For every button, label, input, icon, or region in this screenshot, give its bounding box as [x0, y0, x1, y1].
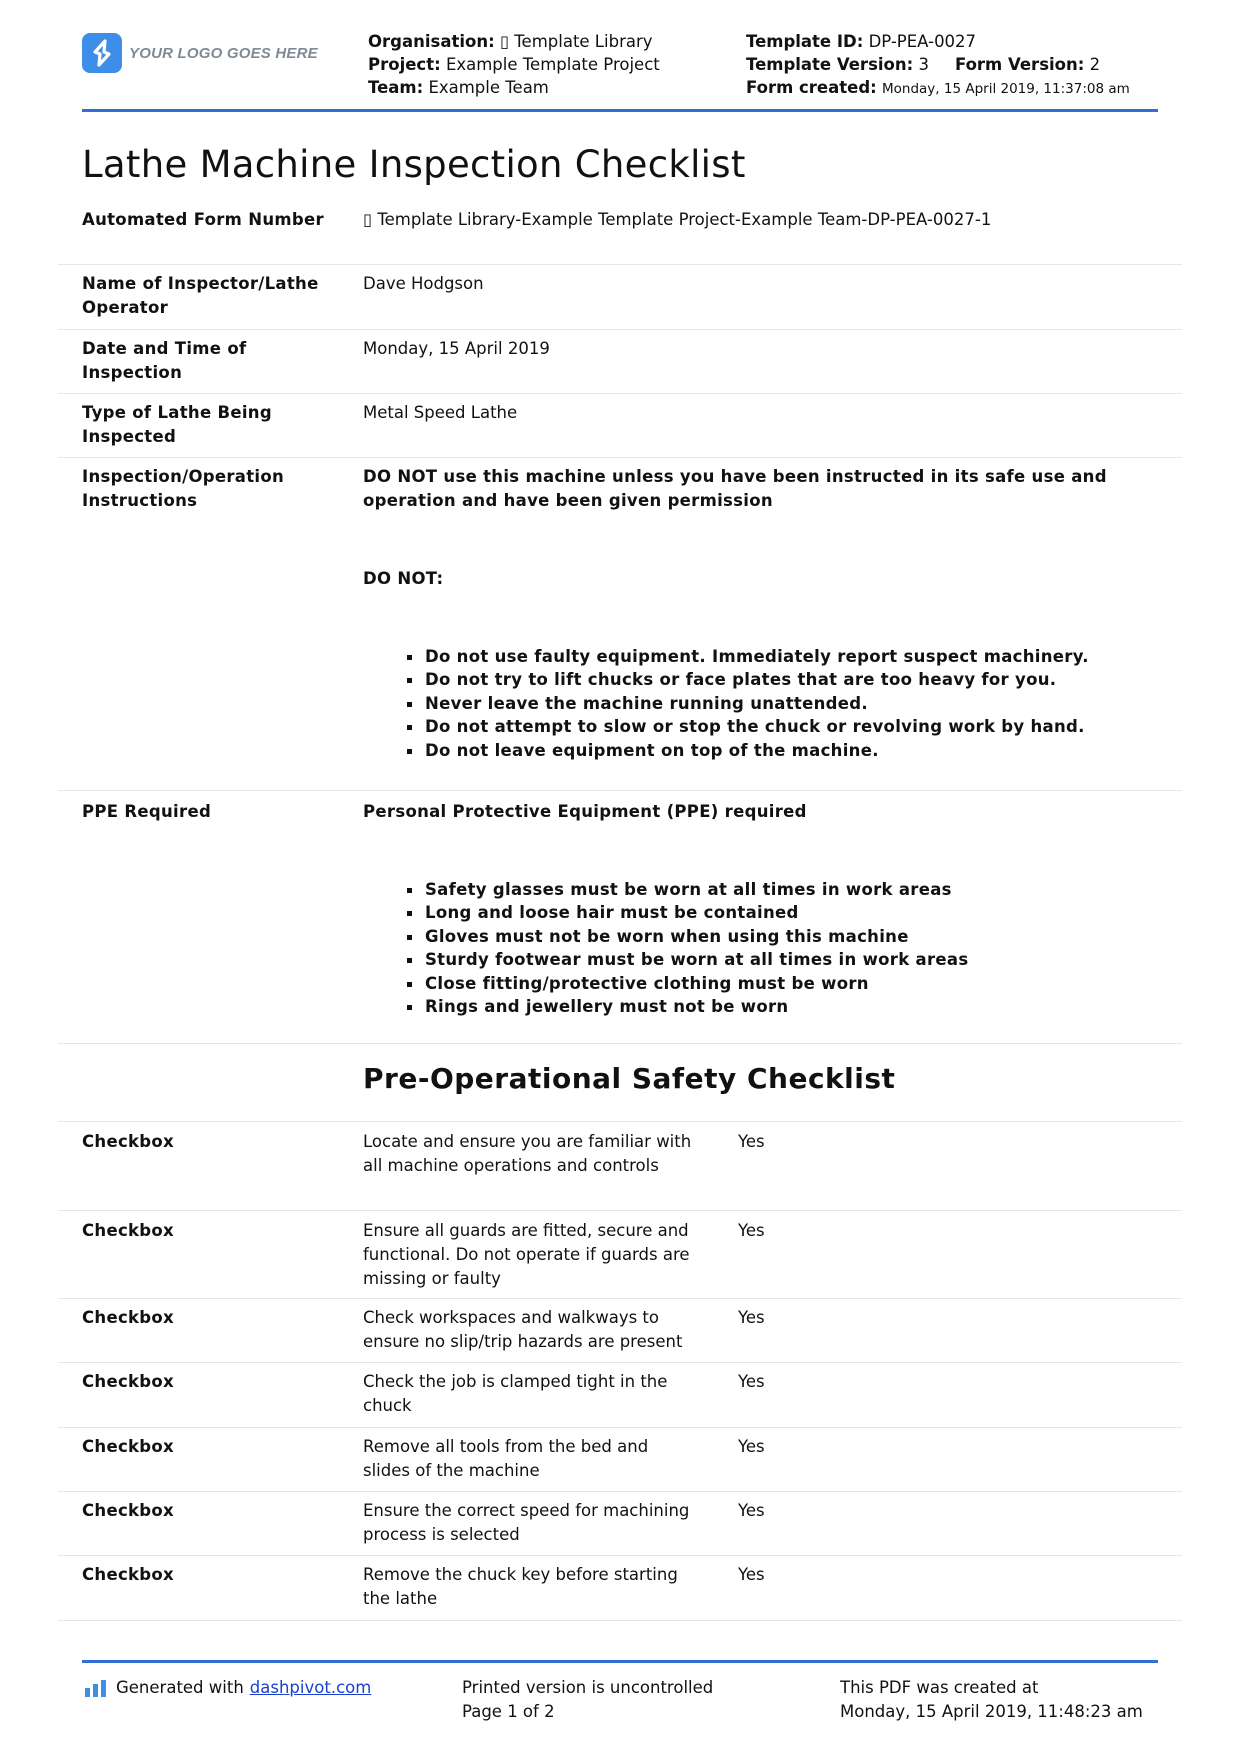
list-item: Long and loose hair must be contained: [403, 901, 1163, 924]
list-item: Do not use faulty equipment. Immediately report suspect machinery.: [403, 645, 1163, 668]
field-row-lathe-type: [58, 401, 1182, 458]
field-row-ppe: [58, 800, 1182, 1044]
checklist-desc: Ensure the correct speed for machining process is selected: [363, 1501, 690, 1544]
list-item: Safety glasses must be worn at all times in work areas: [403, 878, 1163, 901]
bar-chart-icon: [84, 1679, 108, 1697]
checklist-row: [58, 1370, 1182, 1428]
pdf-created-time: Monday, 15 April 2019, 11:48:23 am: [840, 1702, 1143, 1721]
field-row-inspector: [58, 272, 1182, 330]
checklist-answer: Yes: [738, 1132, 765, 1151]
checklist-answer: Yes: [738, 1437, 765, 1456]
list-item: Sturdy footwear must be worn at all times in work areas: [403, 948, 1163, 971]
field-row-form-number: [58, 208, 1182, 265]
checklist-label: Checkbox: [82, 1501, 174, 1520]
section-title: Pre-Operational Safety Checklist: [363, 1062, 896, 1095]
instructions-list: [403, 645, 1163, 762]
logo-icon: [82, 33, 122, 73]
template-version-value: 3: [918, 55, 929, 74]
checklist-desc: Remove all tools from the bed and slides of the machine: [363, 1437, 649, 1480]
instructions-content: [363, 465, 1163, 762]
field-label: Name of Inspector/Lathe Operator: [82, 274, 319, 317]
team-value: Example Team: [428, 78, 549, 97]
checklist-row: [58, 1499, 1182, 1556]
field-label: Automated Form Number: [82, 210, 324, 229]
field-value: ▯ Template Library-Example Template Project-Example Team-DP-PEA-0027-1: [363, 210, 992, 229]
field-value: Monday, 15 April 2019: [363, 339, 550, 358]
field-label: Type of Lathe Being Inspected: [82, 403, 272, 446]
field-row-instructions: [58, 465, 1182, 791]
instructions-intro: DO NOT use this machine unless you have been instructed in its safe use and operation and have been given permission: [363, 467, 1107, 510]
footer-created: [840, 1676, 1143, 1724]
header-divider: [82, 109, 1158, 112]
checklist-answer: Yes: [738, 1501, 765, 1520]
checklist-desc: Remove the chuck key before starting the lathe: [363, 1565, 678, 1608]
page-number: Page 1 of 2: [462, 1702, 555, 1721]
field-row-date: [58, 337, 1182, 394]
logo-text: YOUR LOGO GOES HERE: [129, 44, 318, 62]
ppe-content: [363, 800, 1163, 1018]
generated-text: Generated with: [116, 1678, 244, 1697]
header-org-block: [368, 30, 660, 99]
checklist-answer: Yes: [738, 1565, 765, 1584]
checklist-row: [58, 1219, 1182, 1299]
checklist-desc: Check the job is clamped tight in the chuck: [363, 1372, 668, 1415]
form-created-value: Monday, 15 April 2019, 11:37:08 am: [882, 81, 1130, 97]
form-version-value: 2: [1089, 55, 1101, 74]
list-item: Gloves must not be worn when using this machine: [403, 925, 1163, 948]
checklist-label: Checkbox: [82, 1565, 174, 1584]
field-label: Date and Time of Inspection: [82, 339, 247, 382]
list-item: Do not leave equipment on top of the machine.: [403, 739, 1163, 762]
field-label: PPE Required: [82, 802, 212, 821]
checklist-row: [58, 1563, 1182, 1621]
checklist-desc: Check workspaces and walkways to ensure no slip/trip hazards are present: [363, 1308, 683, 1351]
list-item: Rings and jewellery must not be worn: [403, 995, 1163, 1018]
checklist-answer: Yes: [738, 1372, 765, 1391]
dashpivot-link[interactable]: dashpivot.com: [249, 1678, 372, 1697]
company-logo: [82, 33, 318, 73]
form-created-label: Form created:: [746, 78, 877, 97]
checklist-row: [58, 1306, 1182, 1363]
list-item: Do not try to lift chucks or face plates that are too heavy for you.: [403, 668, 1163, 691]
header-template-block: [746, 30, 1130, 101]
field-label: Inspection/Operation Instructions: [82, 467, 285, 510]
organisation-value: ▯ Template Library: [499, 32, 653, 51]
footer-print-note: [462, 1676, 713, 1724]
organisation-label: Organisation:: [368, 32, 495, 51]
checklist-answer: Yes: [738, 1308, 765, 1327]
page-title: Lathe Machine Inspection Checklist: [82, 143, 746, 186]
footer-divider: [82, 1660, 1158, 1663]
field-value: Metal Speed Lathe: [363, 403, 518, 422]
checklist-desc: Locate and ensure you are familiar with all machine operations and controls: [363, 1132, 692, 1175]
template-version-label: Template Version:: [746, 55, 914, 74]
checklist-row: [58, 1435, 1182, 1492]
checklist-row: [58, 1130, 1182, 1211]
team-label: Team:: [368, 78, 424, 97]
checklist-label: Checkbox: [82, 1132, 174, 1151]
form-header: [82, 30, 1158, 112]
ppe-list: [403, 878, 1163, 1018]
list-item: Never leave the machine running unattended.: [403, 692, 1163, 715]
field-value: Dave Hodgson: [363, 274, 484, 293]
template-id-value: DP-PEA-0027: [868, 32, 977, 51]
instructions-subhead: DO NOT:: [363, 569, 444, 588]
template-id-label: Template ID:: [746, 32, 864, 51]
ppe-intro: Personal Protective Equipment (PPE) required: [363, 802, 807, 821]
checklist-label: Checkbox: [82, 1221, 174, 1240]
checklist-answer: Yes: [738, 1221, 765, 1240]
checklist-label: Checkbox: [82, 1308, 174, 1327]
uncontrolled-note: Printed version is uncontrolled: [462, 1678, 714, 1697]
list-item: Close fitting/protective clothing must be worn: [403, 972, 1163, 995]
project-label: Project:: [368, 55, 441, 74]
checklist-label: Checkbox: [82, 1437, 174, 1456]
checklist-label: Checkbox: [82, 1372, 174, 1391]
project-value: Example Template Project: [445, 55, 660, 74]
form-version-label: Form Version:: [954, 55, 1085, 74]
list-item: Do not attempt to slow or stop the chuck or revolving work by hand.: [403, 715, 1163, 738]
footer-generated: [84, 1676, 371, 1700]
pdf-created-label: This PDF was created at: [840, 1678, 1039, 1697]
checklist-desc: Ensure all guards are fitted, secure and functional. Do not operate if guards are missing or faulty: [363, 1221, 690, 1288]
